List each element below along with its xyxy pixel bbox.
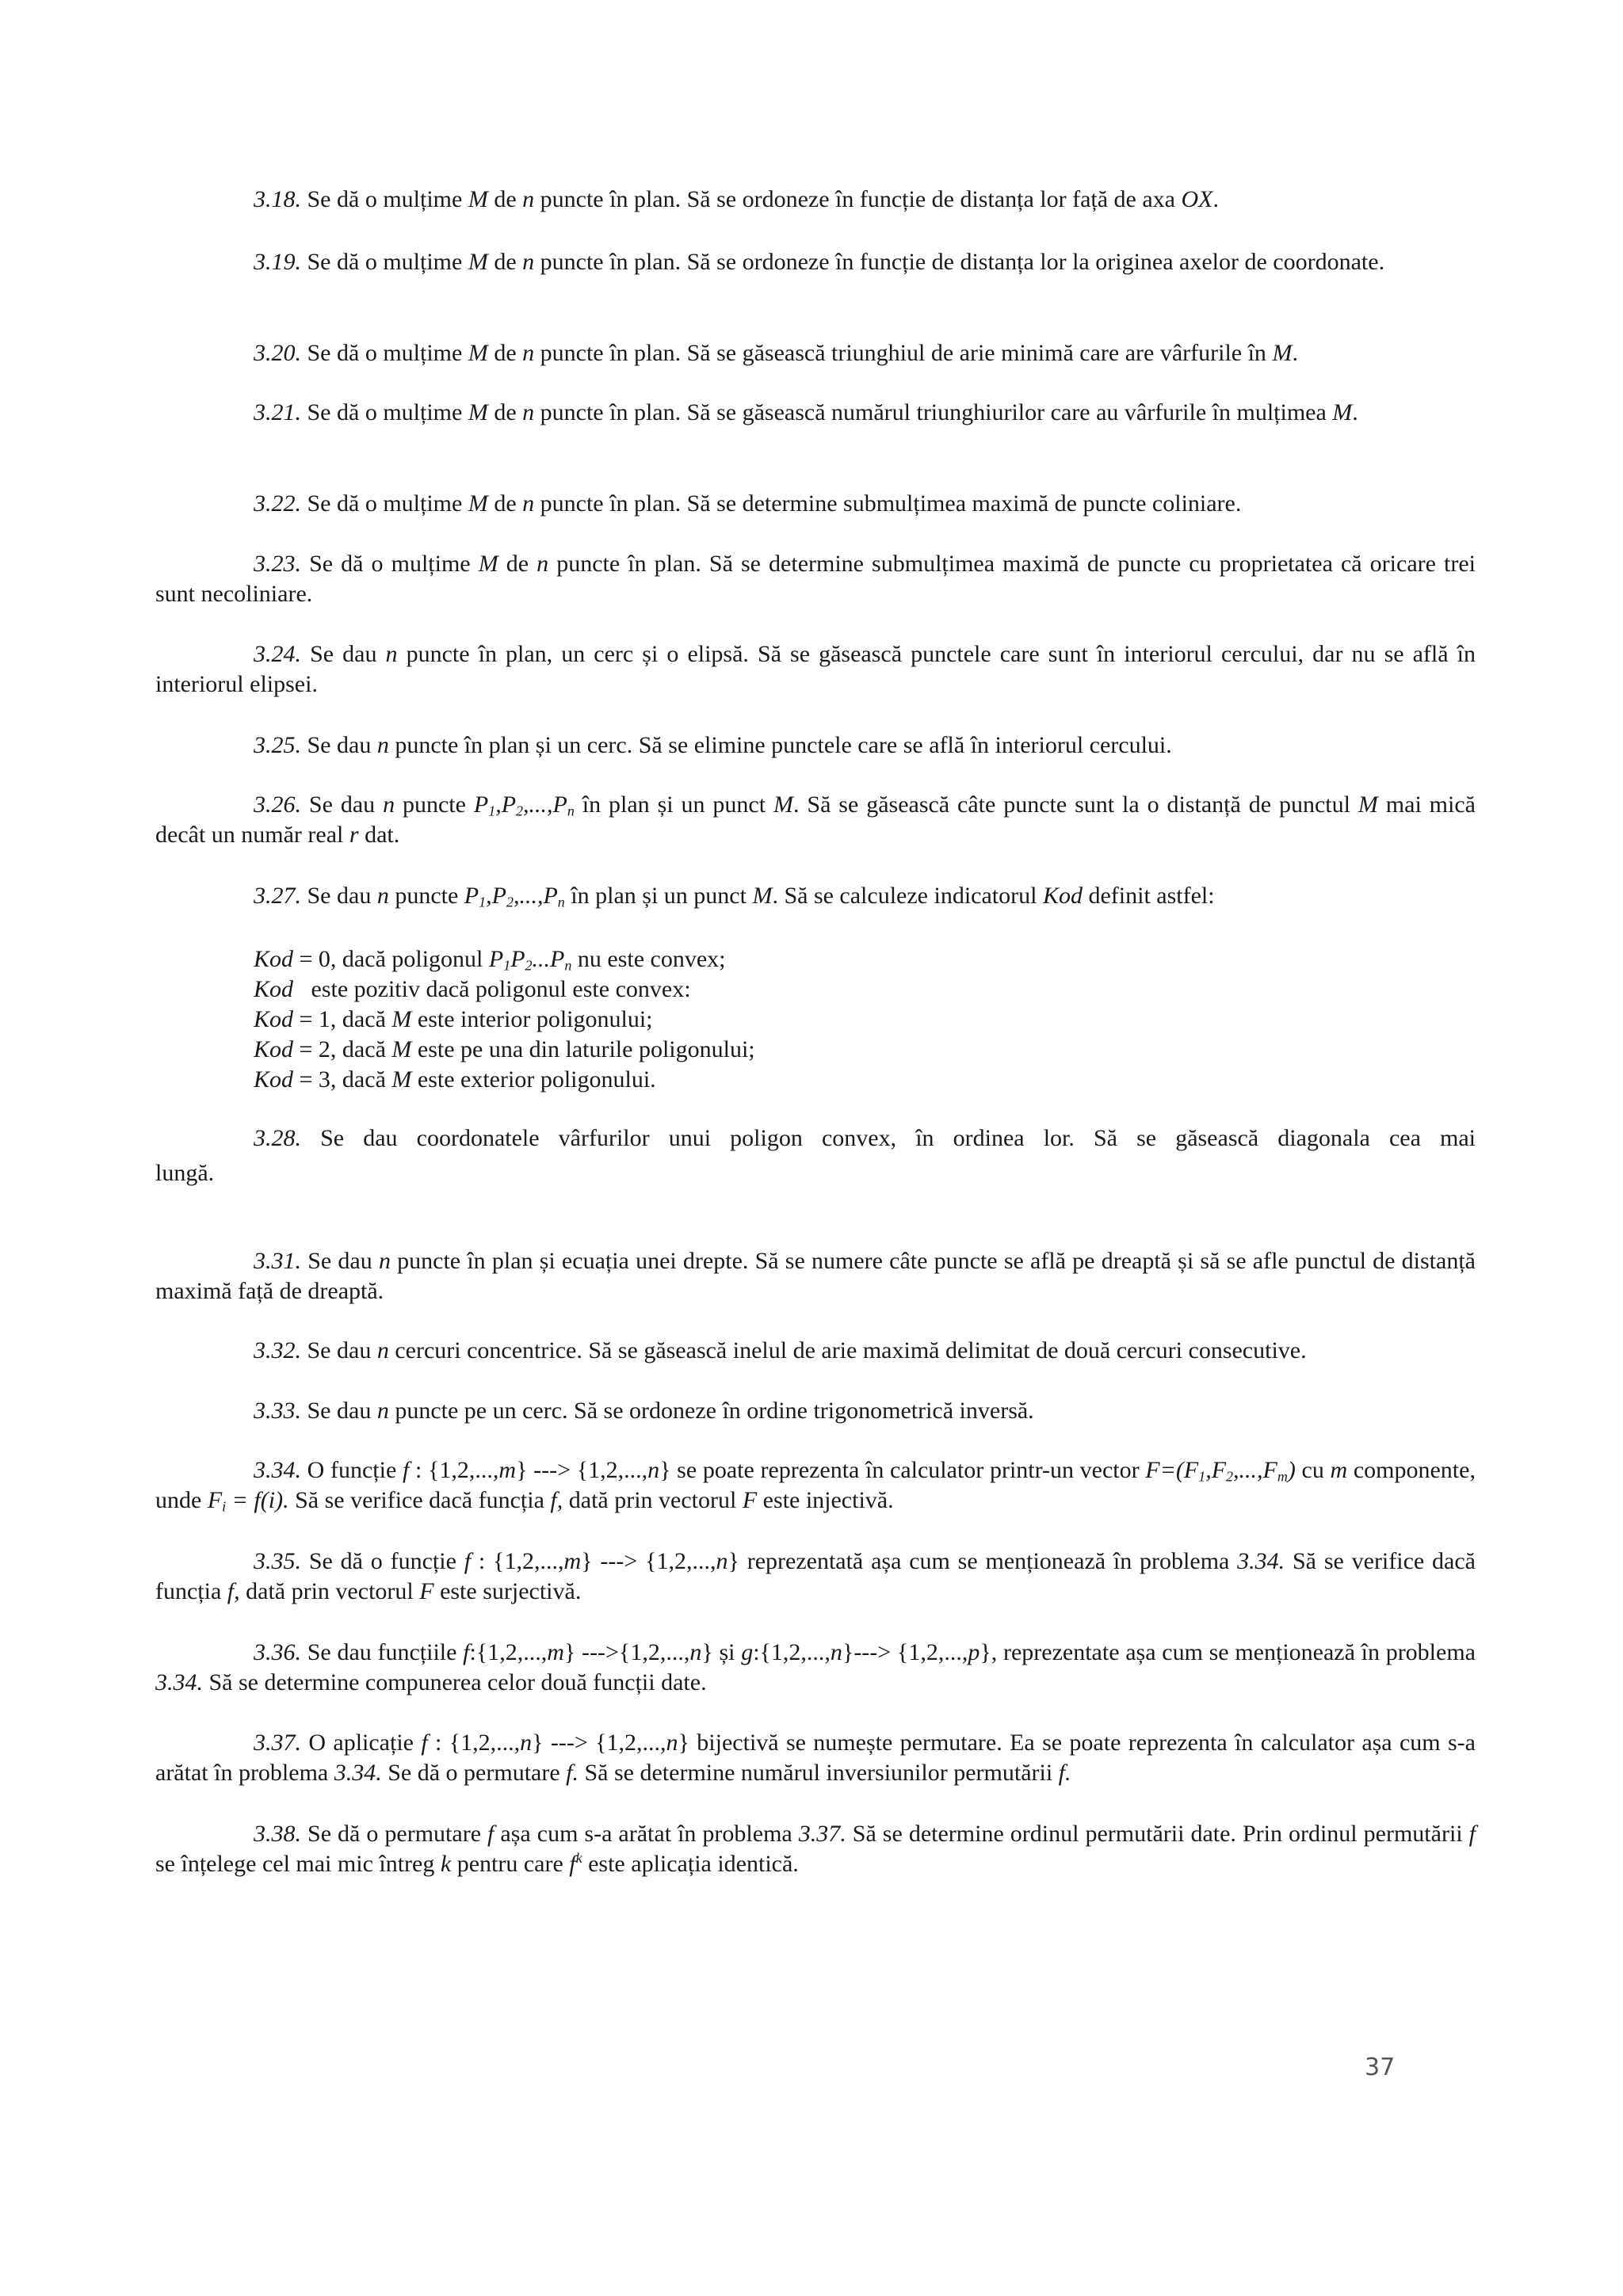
problem-3-18: 3.18. Se dă o mulțime M de n puncte în plan. Să se ordoneze în funcție de distanța lor față de axa OX.: [254, 186, 1219, 212]
kod-line-0: Kod = 0, dacă poligonul $P_1P_2...P_n$ nu este convex;: [254, 946, 726, 974]
problem-3-19: 3.19. Se dă o mulțime M de n puncte în plan. Să se ordoneze în funcție de distanța lor la originea axelor de coordonate.: [254, 249, 1385, 275]
problem-3-37: 3.37. O aplicație f : {1,2,...,n} ---> {1,2,...,n} bijectivă se numește permutare. Ea se poate reprezenta în calculator așa cum s-a arătat în problema 3.34. Se dă o permutare f. Să se determine numărul inversiunilor permutării f.: [155, 1730, 1476, 1786]
kod-definition: [254, 944, 755, 1095]
problem-3-25: 3.25. Se dau n puncte în plan și un cerc. Să se elimine punctele care se află în interiorul cercului.: [254, 732, 1172, 758]
problem-3-32: 3.32. Se dau n cercuri concentrice. Să se găsească inelul de arie maximă delimitat de două cercuri consecutive.: [254, 1337, 1307, 1363]
kod-line-positive: Kod este pozitiv dacă poligonul este convex:: [254, 976, 691, 1002]
problem-3-22: 3.22. Se dă o mulțime M de n puncte în plan. Să se determine submulțimea maximă de puncte coliniare.: [254, 490, 1242, 517]
problem-3-21: 3.21. Se dă o mulțime M de n puncte în plan. Să se găsească numărul triunghiurilor care au vârfurile în mulțimea M.: [254, 399, 1358, 425]
problem-3-35: 3.35. Se dă o funcție f : {1,2,...,m} ---> {1,2,...,n} reprezentată așa cum se menționează în problema 3.34. Să se verifice dacă funcția f, dată prin vectorul F este surjectivă.: [155, 1548, 1476, 1604]
problem-3-31: 3.31. Se dau n puncte în plan și ecuația unei drepte. Să se numere câte puncte se află pe dreaptă și să se afle punctul de distanță maximă față de dreaptă.: [155, 1248, 1476, 1304]
kod-line-3: Kod = 3, dacă M este exterior poligonului.: [254, 1066, 656, 1093]
problem-3-36: 3.36. Se dau funcțiile f:{1,2,...,m} --->{1,2,...,n} și g:{1,2,...,n}---> {1,2,...,p}, reprezentate așa cum se menționează în problema 3.34. Să se determine compunerea celor două funcții date.: [155, 1639, 1476, 1695]
problem-3-23: 3.23. Se dă o mulțime M de n puncte în plan. Să se determine submulțimea maximă de puncte cu proprietatea că oricare trei sunt necoliniare.: [155, 551, 1476, 607]
problem-3-27: 3.27. Se dau n puncte $P_1,P_2,...,P_n$ în plan și un punct M. Să se calculeze indicatorul Kod definit astfel:: [254, 883, 1215, 910]
page-number: 37: [1365, 2054, 1396, 2081]
problem-3-20: 3.20. Se dă o mulțime M de n puncte în plan. Să se găsească triunghiul de arie minimă care are vârfurile în M.: [254, 340, 1298, 366]
problem-3-24: 3.24. Se dau n puncte în plan, un cerc și o elipsă. Să se găsească punctele care sunt în interiorul cercului, dar nu se află în interiorul elipsei.: [155, 641, 1476, 697]
problem-3-26: 3.26. Se dau n puncte $P_1,P_2,...,P_n$ în plan și un punct M. Să se găsească câte puncte sunt la o distanță de punctul M mai mică decât un număr real r dat.: [155, 791, 1476, 848]
problem-3-33: 3.33. Se dau n puncte pe un cerc. Să se ordoneze în ordine trigonometrică inversă.: [254, 1398, 1034, 1424]
problem-3-38: 3.38. Se dă o permutare f așa cum s-a arătat în problema 3.37. Să se determine ordinul permutării date. Prin ordinul permutării f se înțelege cel mai mic întreg k pentru care $f^k$ este aplicația identică.: [155, 1821, 1476, 1877]
kod-line-1: Kod = 1, dacă M este interior poligonului;: [254, 1006, 653, 1032]
problem-3-34: 3.34. O funcție f : {1,2,...,m} ---> {1,2,...,n} se poate reprezenta în calculator printr-un vector $F=(F_1,F_2,...,F_m)$ cu m componente, unde $F_i = f(i)$. Să se verifice dacă funcția f, dată prin vectorul F este injectivă.: [155, 1457, 1476, 1515]
kod-line-2: Kod = 2, dacă M este pe una din laturile poligonului;: [254, 1036, 755, 1062]
problem-3-28: 3.28. Se dau coordonatele vârfurilor unui poligon convex, în ordinea lor. Să se găsească diagonala cea mai lungă.: [155, 1125, 1476, 1186]
